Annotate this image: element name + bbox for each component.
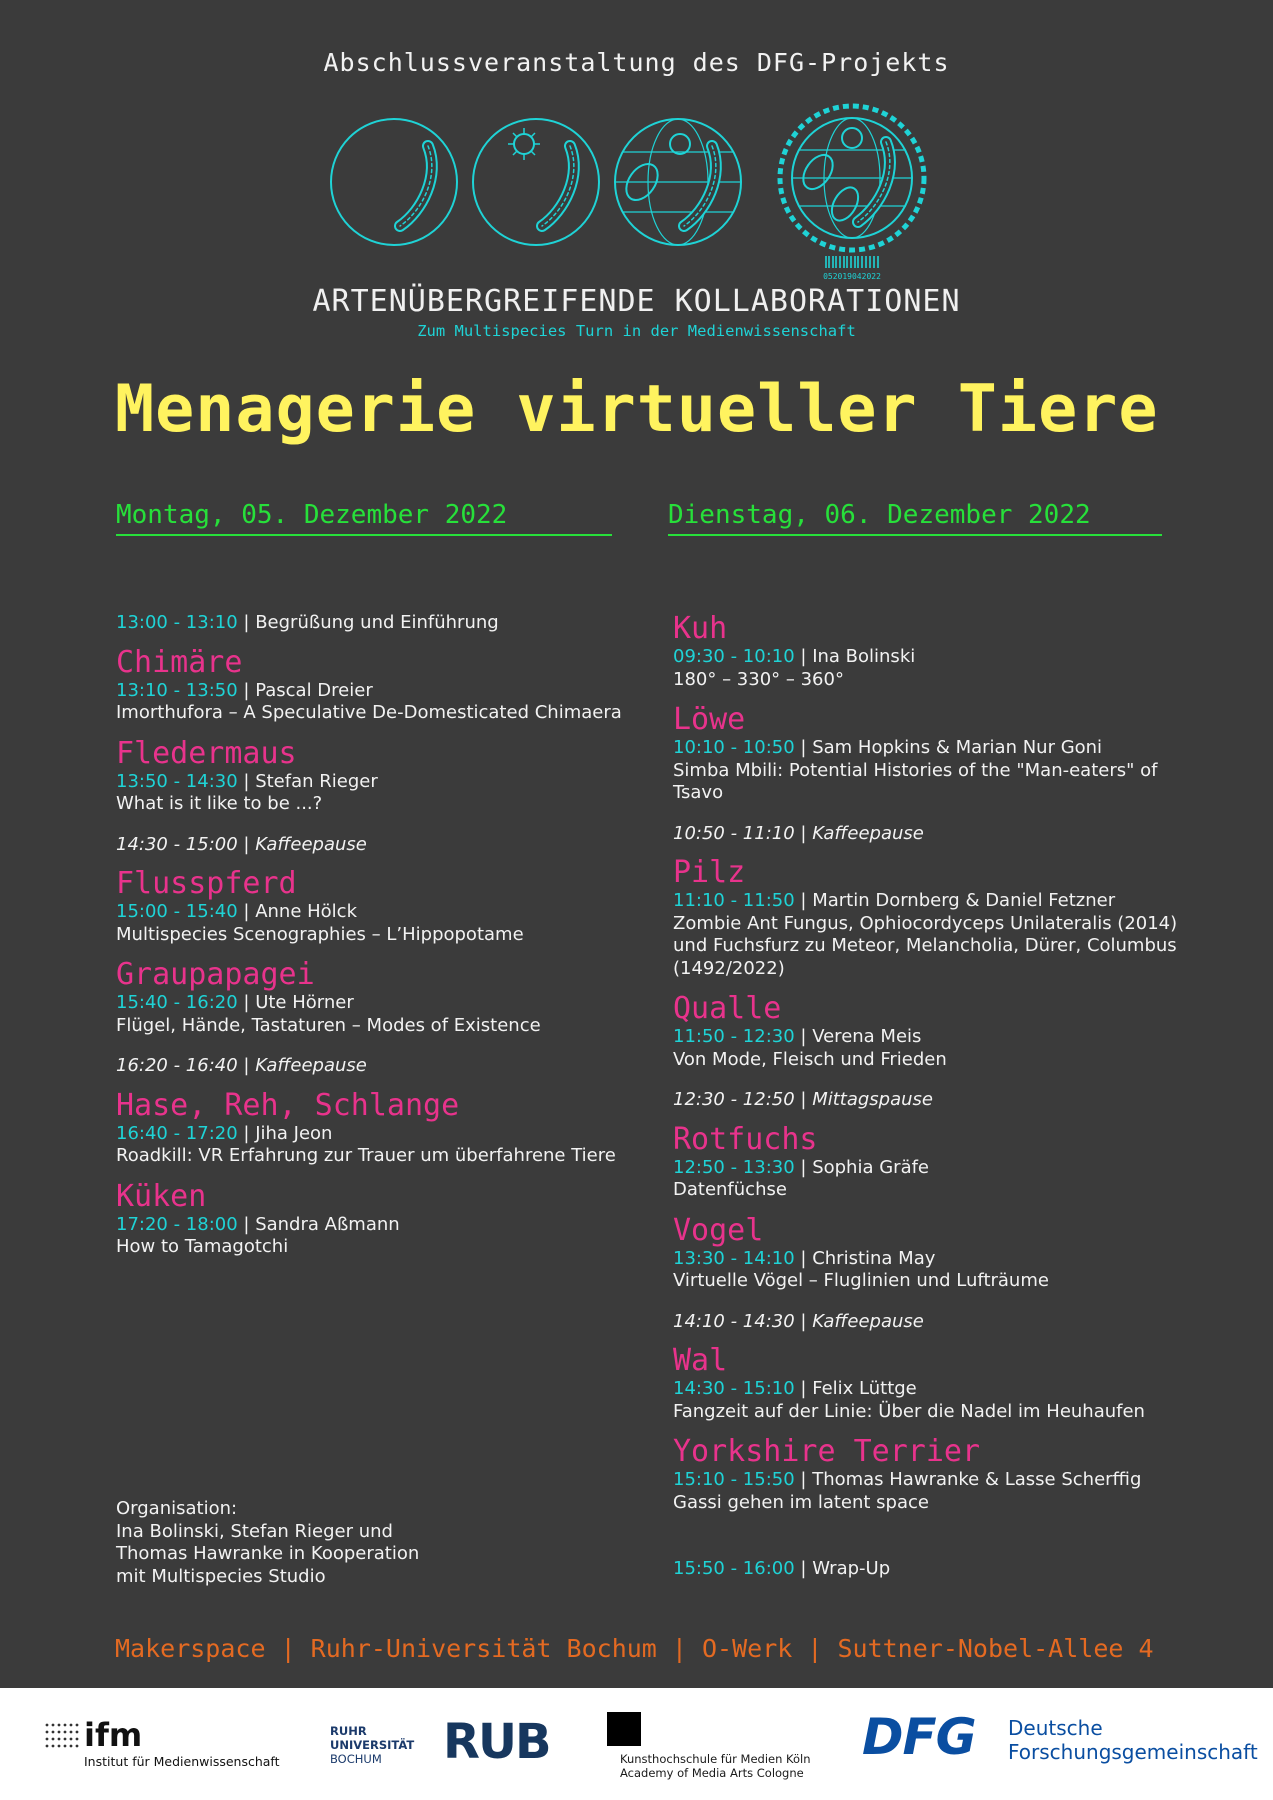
- talk-wal: Wal 14:30 - 15:10 | Felix Lüttge Fangzeit auf der Linie: Über die Nadel im Heuhaufen: [673, 1344, 1193, 1423]
- talk-fledermaus: Fledermaus 13:50 - 14:30 | Stefan Rieger What is it like to be ...?: [116, 737, 636, 816]
- talk-title: Von Mode, Fleisch und Frieden: [673, 1048, 947, 1070]
- project-logo: [330, 86, 950, 286]
- animal-name: Wal: [673, 1343, 728, 1378]
- talk-title: Flügel, Hände, Tastaturen – Modes of Existence: [116, 1014, 541, 1036]
- talk-title: Roadkill: VR Erfahrung zur Trauer um überfahrene Tiere: [116, 1145, 616, 1166]
- talk-qualle: Qualle 11:50 - 12:30 | Verena Meis Von Mode, Fleisch und Frieden: [673, 992, 1193, 1071]
- animal-name: Hase, Reh, Schlange: [116, 1087, 460, 1123]
- pause-slot: 14:30 - 15:00 | Kaffeepause: [116, 833, 367, 855]
- organisation-line: mit Multispecies Studio: [116, 1565, 326, 1587]
- animal-name: Löwe: [673, 702, 746, 737]
- venue: Makerspace | Ruhr-Universität Bochum | O-Werk | Suttner-Nobel-Allee 4: [115, 1634, 1154, 1663]
- animal-name: Pilz: [673, 855, 746, 890]
- talk-hase-reh-schlange: Hase, Reh, Schlange 16:40 - 17:20 | Jiha Jeon Roadkill: VR Erfahrung zur Trauer um überfahrene Tiere: [116, 1089, 636, 1168]
- dfg-logo: DFG: [862, 1708, 976, 1766]
- day2-heading: Dienstag, 06. Dezember 2022: [668, 500, 1162, 536]
- talk-vogel: Vogel 13:30 - 14:10 | Christina May Virtuelle Vögel – Fluglinien und Lufträume: [673, 1214, 1193, 1293]
- rub-wordmark: RUHR UNIVERSITÄT BOCHUM: [330, 1724, 415, 1766]
- sponsor-footer: [0, 1688, 1273, 1800]
- logo-circle-1: [331, 119, 457, 245]
- talk-title: How to Tamagotchi: [116, 1236, 289, 1257]
- project-title: ARTENÜBERGREIFENDE KOLLABORATIONEN: [312, 284, 961, 319]
- talk-title: Datenfüchse: [673, 1179, 787, 1200]
- organisation-label: Organisation:: [116, 1498, 238, 1519]
- logo-code: 052019042022: [823, 272, 881, 281]
- rub-logo: RUB: [443, 1714, 550, 1770]
- talk-yorkshire-terrier: Yorkshire Terrier 15:10 - 15:50 | Thomas Hawranke & Lasse Scherffig Gassi gehen im latent space: [673, 1435, 1193, 1514]
- headline: Menagerie virtueller Tiere: [115, 372, 1159, 447]
- animal-name: Rotfuchs: [673, 1121, 818, 1157]
- talk-title: Gassi gehen im latent space: [673, 1491, 929, 1513]
- talk-title: What is it like to be ...?: [116, 793, 323, 814]
- khm-logo: Kunsthochschule für Medien Köln Academy of Media Arts Cologne: [620, 1752, 811, 1780]
- project-subtitle: Zum Multispecies Turn in der Medienwissenschaft: [417, 322, 856, 340]
- organisation: [116, 1498, 419, 1588]
- talk-pilz: Pilz 11:10 - 11:50 | Martin Dornberg & Daniel Fetzner Zombie Ant Fungus, Ophiocordyceps Unilateralis (2014) und Fuchsfurz zu Meteor, Melancholia, Dürer, Columbus (1492/2022): [673, 856, 1193, 980]
- ifm-mark: ifm: [84, 1716, 143, 1754]
- talk-chimaere: Chimäre 13:10 - 13:50 | Pascal Dreier Imorthufora – A Speculative De-Domesticated Chimaera: [116, 646, 636, 725]
- pause-slot: 12:30 - 12:50 | Mittagspause: [673, 1089, 933, 1110]
- barcode-icon: [826, 256, 878, 268]
- talk-title: 180° – 330° – 360°: [673, 668, 844, 690]
- pause-slot: 14:10 - 14:30 | Kaffeepause: [673, 1310, 924, 1332]
- animal-name: Fledermaus: [116, 735, 297, 771]
- pause-slot: 16:20 - 16:40 | Kaffeepause: [116, 1055, 367, 1076]
- talk-flusspferd: Flusspferd 15:00 - 15:40 | Anne Hölck Multispecies Scenographies – L’Hippopotame: [116, 867, 636, 946]
- khm-square-icon: [607, 1712, 641, 1746]
- talk-graupapagei: Graupapagei 15:40 - 16:20 | Ute Hörner Flügel, Hände, Tastaturen – Modes of Existence: [116, 958, 636, 1037]
- logo-circle-2: [473, 119, 599, 245]
- animal-name: Graupapagei: [116, 957, 315, 992]
- ifm-name: Institut für Medienwissenschaft: [84, 1754, 280, 1769]
- talk-title: Multispecies Scenographies – L’Hippopotame: [116, 923, 524, 945]
- animal-name: Yorkshire Terrier: [673, 1434, 981, 1469]
- wrap-up-slot: 15:50 - 16:00 | Wrap-Up: [673, 1558, 891, 1579]
- animal-name: Chimäre: [116, 644, 243, 680]
- talk-title: Imorthufora – A Speculative De-Domesticated Chimaera: [116, 702, 622, 723]
- talk-title: Virtuelle Vögel – Fluglinien und Lufträume: [673, 1270, 1049, 1291]
- organisation-line: Thomas Hawranke in Kooperation: [116, 1543, 420, 1564]
- talk-title: Fangzeit auf der Linie: Über die Nadel im Heuhaufen: [673, 1400, 1145, 1422]
- talk-rotfuchs: Rotfuchs 12:50 - 13:30 | Sophia Gräfe Datenfüchse: [673, 1123, 1193, 1202]
- animal-name: Vogel: [673, 1212, 764, 1248]
- dfg-name: Deutsche Forschungsgemeinschaft: [1008, 1716, 1258, 1764]
- day1-program: [116, 612, 636, 1259]
- supertitle: Abschlussveranstaltung des DFG-Projekts: [323, 48, 950, 77]
- talk-title: Zombie Ant Fungus, Ophiocordyceps Unilateralis (2014) und Fuchsfurz zu Meteor, Melancholia, Dürer, Columbus (1492/2022): [673, 912, 1178, 979]
- animal-name: Küken: [116, 1178, 207, 1214]
- pause-slot: 10:50 - 11:10 | Kaffeepause: [673, 822, 924, 844]
- animal-name: Qualle: [673, 991, 782, 1026]
- ifm-dots-icon: [44, 1722, 80, 1754]
- intro-slot: 13:00 - 13:10 | Begrüßung und Einführung: [116, 612, 499, 633]
- talk-kueken: Küken 17:20 - 18:00 | Sandra Aßmann How to Tamagotchi: [116, 1180, 636, 1259]
- day1-heading: Montag, 05. Dezember 2022: [116, 500, 612, 536]
- talk-title: Simba Mbili: Potential Histories of the "Man-eaters" of Tsavo: [673, 759, 1158, 803]
- talk-kuh: Kuh 09:30 - 10:10 | Ina Bolinski 180° – 330° – 360°: [673, 612, 1193, 691]
- talk-loewe: Löwe 10:10 - 10:50 | Sam Hopkins & Marian Nur Goni Simba Mbili: Potential Histories of the "Man-eaters" of Tsavo: [673, 703, 1193, 805]
- day2-program: [673, 612, 1193, 1581]
- animal-name: Kuh: [673, 611, 728, 646]
- animal-name: Flusspferd: [116, 866, 297, 901]
- organisation-line: Ina Bolinski, Stefan Rieger und: [116, 1520, 393, 1542]
